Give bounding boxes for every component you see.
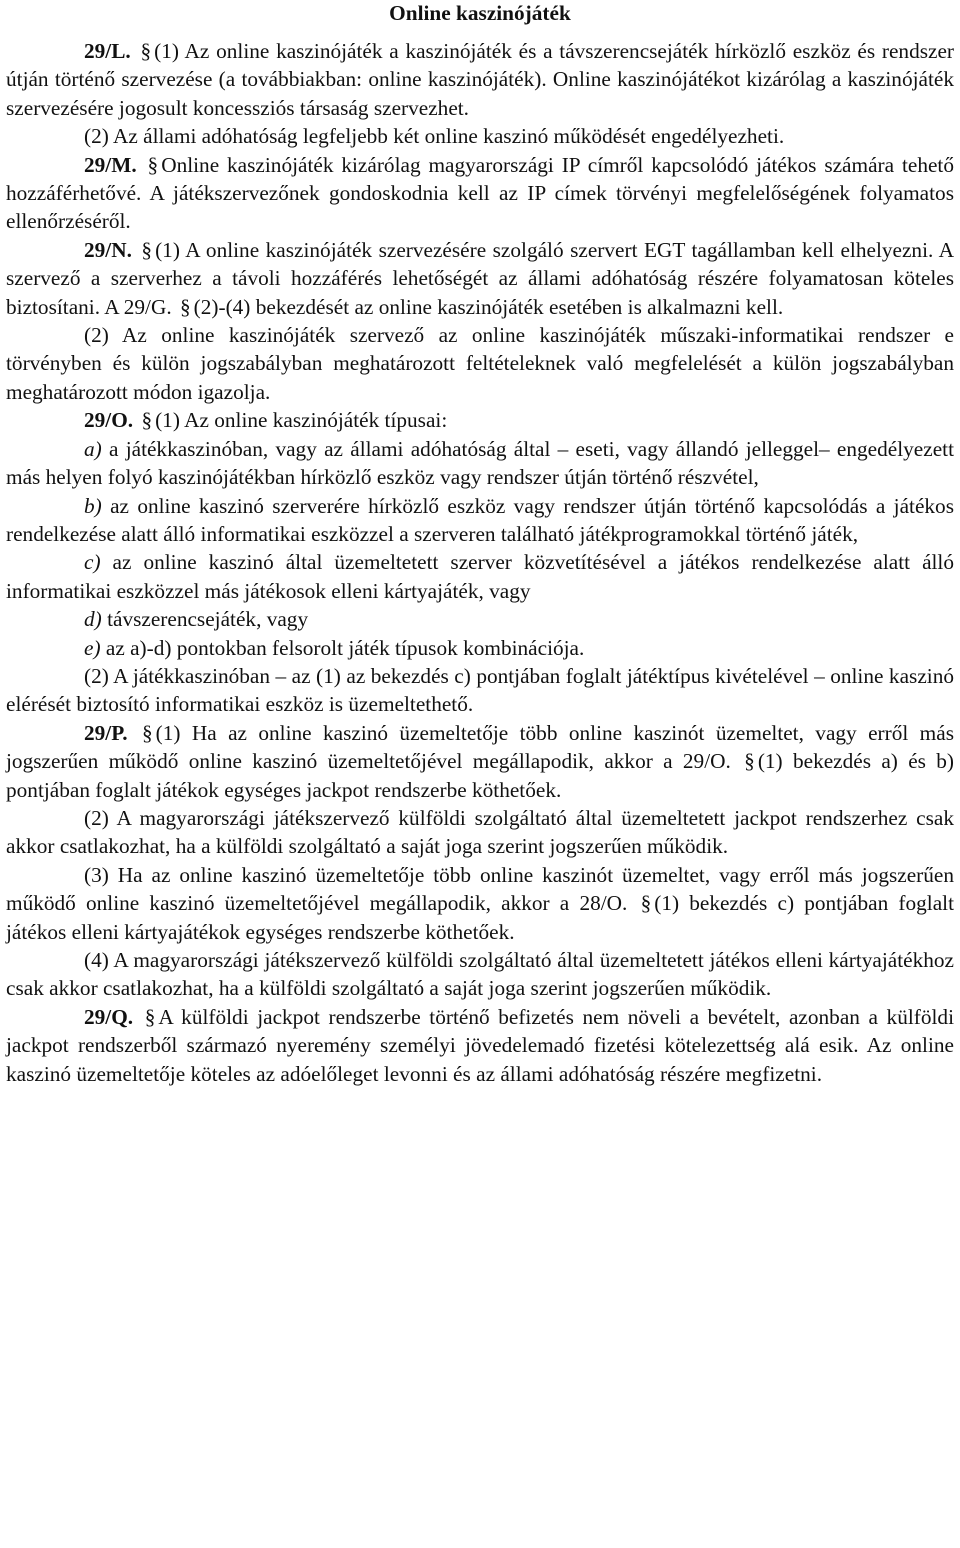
section-sign: § xyxy=(141,237,153,262)
section-number: 29/P. xyxy=(84,720,128,745)
section-number: 29/Q. xyxy=(84,1004,134,1029)
paragraph-29n-2 xyxy=(6,321,954,406)
item-label: d) xyxy=(84,607,102,632)
paragraph-text: (4) A magyarországi játékszervező külföldi szolgáltató által üzemeltetett játékos elleni kártyajátékhoz csak akkor csatlakozhat, ha a külföldi szolgáltató a saját joga szerint jogszerűen működik. xyxy=(6,948,954,1001)
paragraph-text: (1) Ha az online kaszinó üzemeltetője több online kaszinót üzemeltet, vagy erről más jogszerűen működő online kaszinó üzemeltetőjével megállapodik, akkor a 29/O. xyxy=(6,720,954,774)
section-sign: § xyxy=(141,720,153,745)
section-sign: § xyxy=(141,408,153,433)
paragraph-29p-1 xyxy=(6,719,954,804)
paragraph-text: (2) Az online kaszinójáték szervező az online kaszinójáték műszaki-informatikai rendszer e törvényben és külön jogszabályban meghatározott feltételeknek való megfelelését a külön jogszabályban meghatározott módon igazolja. xyxy=(6,323,954,404)
paragraph-29p-4 xyxy=(6,946,954,1003)
paragraph-text: (1) Az online kaszinójáték a kaszinójáték és a távszerencsejáték hírközlő eszköz és rendszer útján történő szervezése (a továbbiakban: online kaszinójáték). Online kaszinójátékot kizárólag a kaszinójáték szervezésére jogosult koncessziós társaság szervezhet. xyxy=(6,39,954,120)
paragraph-29m xyxy=(6,151,954,236)
item-label: c) xyxy=(84,550,101,575)
section-sign: § xyxy=(147,152,159,177)
paragraph-text: (2) A magyarországi játékszervező külföldi szolgáltató által üzemeltetett jackpot rendszerhez csak akkor csatlakozhat, ha a külföldi szolgáltató a saját joga szerint jogszerűen működik. xyxy=(6,805,954,859)
paragraph-text: (2) A játékkaszinóban – az (1) az bekezdés c) pontjában foglalt játéktípus kivételével – online kaszinó elérését biztosító informatikai eszköz is üzemeltethető. xyxy=(6,663,954,717)
item-text: a játékkaszinóban, vagy az állami adóhatóság által – eseti, vagy állandó jelleggel– engedélyezett más helyen folyó kaszinójátékban hírközlő eszköz vagy rendszer útján történő részvétel, xyxy=(6,436,954,490)
paragraph-text: Online kaszinójáték kizárólag magyarországi IP címről kapcsolódó játékos számára tehető hozzáférhetővé. A játékszervezőnek gondoskodnia kell az IP címek törvényi megfelelőségének folyamatos ellenőrzéséről. xyxy=(6,152,954,234)
paragraph-text: A külföldi jackpot rendszerbe történő befizetés nem növeli a bevételt, azonban a külföldi jackpot rendszerből származó nyeremény személyi jövedelemadó fizetési kötelezettség alá esik. Az online kaszinó üzemeltetője köteles az adóelőleget levonni és az állami adóhatóság részére megfizetni. xyxy=(6,1004,954,1086)
item-text: az online kaszinó szerverére hírközlő eszköz vagy rendszer útján történő kapcsolódás a játékos rendelkezése alatt álló informatikai eszközzel a szerveren található játékprogramokkal történő játék, xyxy=(6,493,954,546)
paragraph-text: (2) Az állami adóhatóság legfeljebb két online kaszinó működését engedélyezheti. xyxy=(84,124,785,149)
section-sign: § xyxy=(744,749,755,774)
list-item-a xyxy=(6,435,954,492)
paragraph-29l-2 xyxy=(6,122,954,150)
paragraph-text: (3) Ha az online kaszinó üzemeltetője több online kaszinót üzemeltet, vagy erről más jogszerűen működő online kaszinó üzemeltetőjével megállapodik, akkor a 28/O. xyxy=(6,862,954,916)
section-number: 29/O. xyxy=(84,408,134,433)
paragraph-29n-1 xyxy=(6,236,954,321)
section-number: 29/N. xyxy=(84,237,132,262)
section-number: 29/L. xyxy=(84,39,131,63)
list-item-d xyxy=(6,605,954,633)
item-text: az a)-d) pontokban felsorolt játék típusok kombinációja. xyxy=(105,635,585,660)
item-label: a) xyxy=(84,436,102,461)
paragraph-text-continued: (1) bekezdés c) pontjában foglalt játékos elleni kártyajátékok egységes rendszerbe köthetőek. xyxy=(6,891,955,944)
paragraph-text-continued: (2)-(4) bekezdését az online kaszinójáték esetében is alkalmazni kell. xyxy=(193,294,784,319)
paragraph-29o-1 xyxy=(6,406,954,434)
list-item-e xyxy=(6,634,954,662)
paragraph-text: (1) A online kaszinójáték szervezésére szolgáló szervert EGT tagállamban kell elhelyezni. A szervező a szerverhez a távoli hozzáférés lehetőségét az állami adóhatóság részére folyamatosan köteles biztosítani. A 29/G. xyxy=(6,237,954,319)
section-number: 29/M. xyxy=(84,152,137,177)
section-sign: § xyxy=(640,891,652,916)
paragraph-29o-2 xyxy=(6,662,954,719)
item-text: távszerencsejáték, vagy xyxy=(107,607,309,632)
list-item-c xyxy=(6,548,954,605)
paragraph-29p-2 xyxy=(6,804,954,861)
paragraph-29q xyxy=(6,1003,954,1088)
item-label: b) xyxy=(84,493,102,518)
paragraph-29l-1 xyxy=(6,37,954,122)
document-title: Online kaszinójáték xyxy=(389,1,571,25)
item-text: az online kaszinó által üzemeltetett szerver közvetítésével a játékos rendelkezése alatt álló informatikai eszközzel más játékosok elleni kártyajáték, vagy xyxy=(6,550,955,603)
item-label: e) xyxy=(84,635,101,660)
document-page xyxy=(6,0,954,1088)
section-sign: § xyxy=(144,1004,156,1029)
paragraph-29p-3 xyxy=(6,861,954,946)
paragraph-text: (1) Az online kaszinójáték típusai: xyxy=(155,408,448,433)
list-item-b xyxy=(6,492,954,549)
section-sign: § xyxy=(179,294,191,319)
section-sign: § xyxy=(140,39,152,63)
paragraph-text-continued: (1) bekezdés a) és b) pontjában foglalt játékok egységes jackpot rendszerbe köthetőek. xyxy=(6,749,954,802)
